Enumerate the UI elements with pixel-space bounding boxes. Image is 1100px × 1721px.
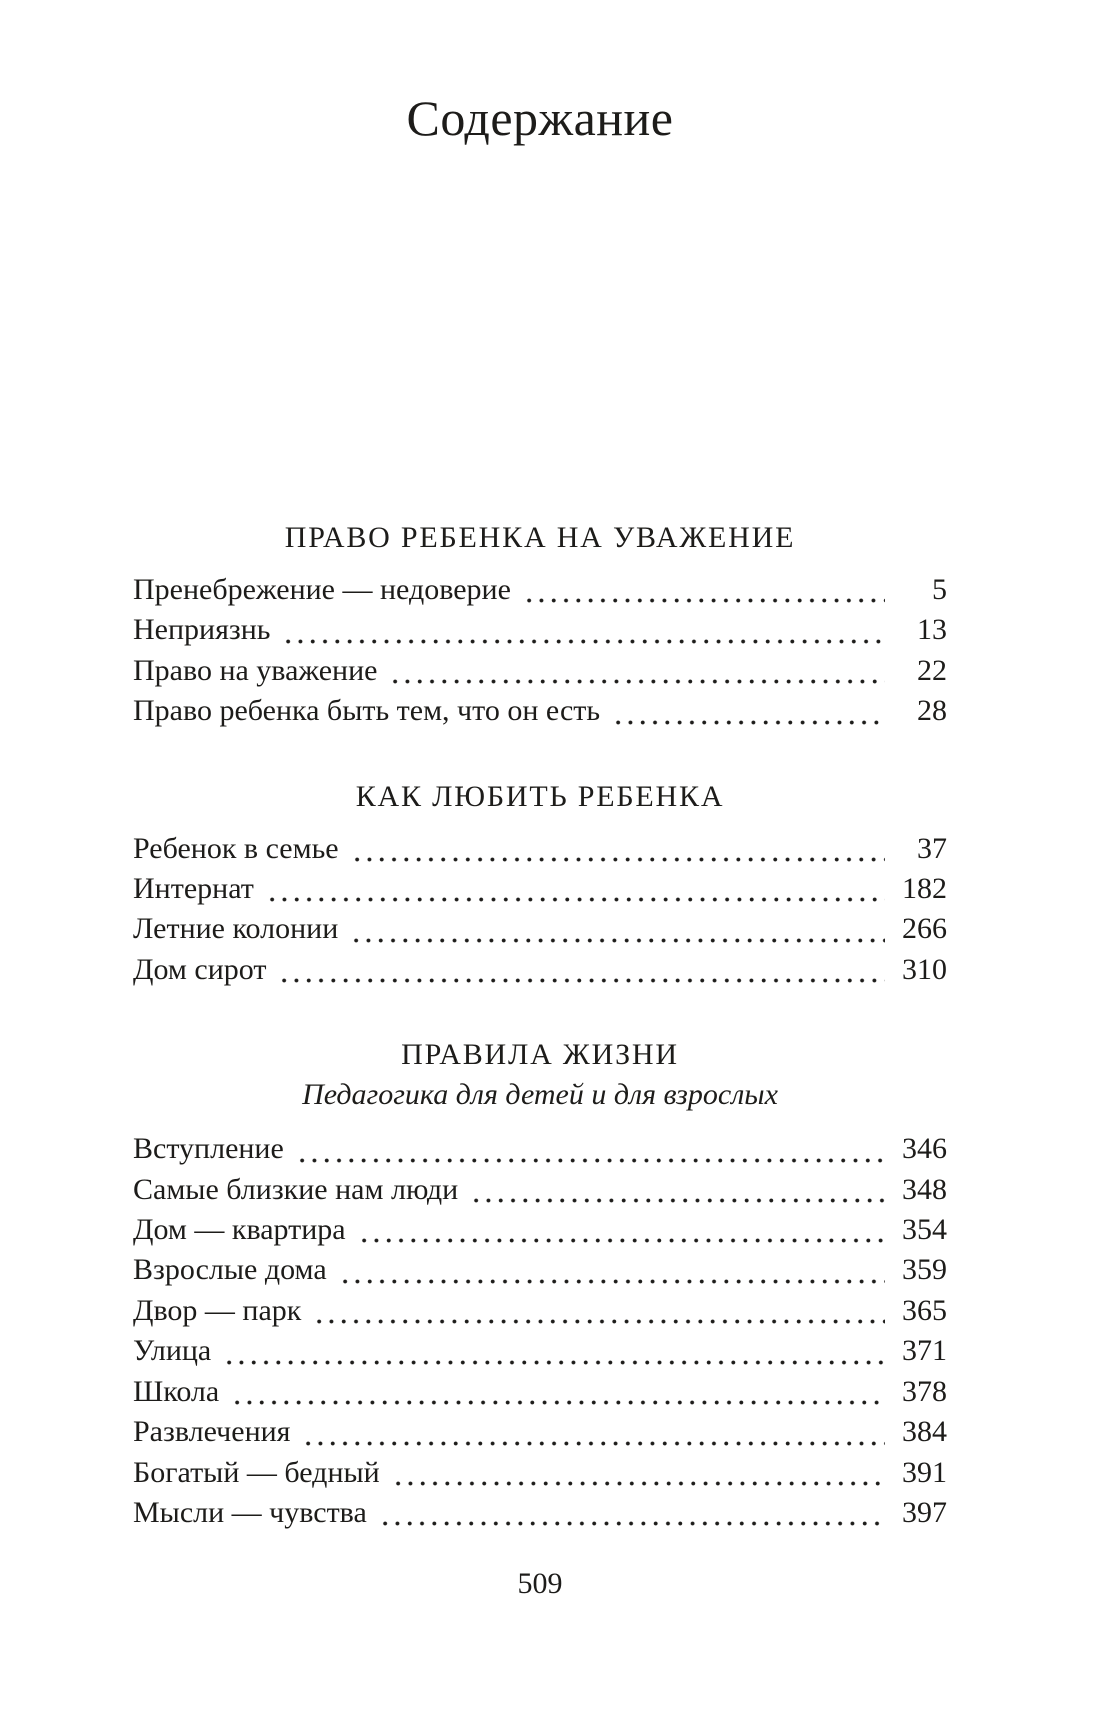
toc-entry: [133, 1493, 947, 1533]
dot-leader: [348, 909, 885, 949]
toc-entry-label: Двор — парк: [133, 1293, 302, 1327]
toc-entry-page: 37: [917, 831, 947, 865]
toc-entry-label: Интернат: [133, 872, 254, 906]
toc-content: [133, 0, 947, 1604]
dot-leader: [276, 950, 885, 990]
section-heading: ПРАВИЛА ЖИЗНИ: [401, 1038, 679, 1072]
section-heading: ПРАВО РЕБЕНКА НА УВАЖЕНИЕ: [284, 521, 796, 554]
toc-entry-label: Летние колонии: [133, 912, 339, 946]
toc-entry-label: Мысли — чувства: [133, 1495, 367, 1529]
dot-leader: [311, 1291, 885, 1331]
toc-entry-label: Улица: [133, 1334, 212, 1368]
section-subtitle: Педагогика для детей и для взрослых: [302, 1078, 778, 1112]
dot-leader: [387, 651, 885, 691]
toc-entry: [133, 1170, 947, 1210]
toc-entry-page: 397: [902, 1495, 947, 1529]
dot-leader: [264, 869, 885, 909]
toc-entry-page: 378: [902, 1374, 947, 1408]
toc-entry: [133, 1250, 947, 1290]
section-heading: КАК ЛЮБИТЬ РЕБЕНКА: [355, 779, 725, 813]
section-entries: [133, 829, 947, 991]
dot-leader: [390, 1453, 885, 1493]
toc-entry-label: Вступление: [133, 1132, 284, 1166]
toc-entry: [133, 610, 947, 650]
toc-entry: [133, 950, 947, 990]
toc-entry-label: Ребенок в семье: [133, 831, 339, 865]
page-number: 509: [517, 1567, 563, 1601]
toc-section: [133, 1035, 947, 1533]
toc-entry-page: 182: [902, 872, 947, 906]
toc-entry-label: Богатый — бедный: [133, 1455, 380, 1489]
toc-entry: [133, 651, 947, 691]
dot-leader: [377, 1493, 885, 1533]
toc-entry-label: Школа: [133, 1374, 220, 1408]
toc-entry-page: 371: [902, 1334, 947, 1368]
toc-entry-page: 310: [902, 952, 947, 986]
section-entries: [133, 1129, 947, 1533]
toc-entry-page: 13: [917, 613, 947, 647]
dot-leader: [229, 1372, 885, 1412]
toc-entry-page: 384: [902, 1415, 947, 1449]
toc-entry: [133, 1331, 947, 1371]
page-title: Содержание: [406, 90, 674, 146]
toc-entry: [133, 1453, 947, 1493]
toc-entry-label: Право на уважение: [133, 653, 378, 687]
dot-leader: [521, 570, 885, 610]
toc-entry-label: Право ребенка быть тем, что он есть: [133, 694, 601, 728]
toc-sections: [133, 518, 947, 1533]
toc-entry: [133, 570, 947, 610]
toc-entry: [133, 1372, 947, 1412]
toc-entry-page: 346: [902, 1132, 947, 1166]
dot-leader: [349, 829, 885, 869]
toc-entry-page: 365: [902, 1293, 947, 1327]
toc-section: [133, 518, 947, 732]
toc-entry: [133, 909, 947, 949]
toc-entry: [133, 829, 947, 869]
toc-entry: [133, 1291, 947, 1331]
toc-entry-label: Самые близкие нам люди: [133, 1172, 459, 1206]
dot-leader: [610, 691, 885, 731]
toc-entry-label: Пренебрежение — недоверие: [133, 573, 511, 606]
toc-entry: [133, 1129, 947, 1169]
section-entries: [133, 570, 947, 732]
toc-entry-label: Неприязнь: [133, 613, 271, 647]
toc-entry-page: 391: [902, 1455, 947, 1489]
toc-entry-page: 28: [917, 694, 947, 728]
toc-entry: [133, 1412, 947, 1452]
toc-entry-page: 359: [902, 1253, 947, 1287]
dot-leader: [300, 1412, 885, 1452]
dot-leader: [468, 1170, 885, 1210]
toc-entry-label: Развлечения: [133, 1415, 291, 1449]
toc-entry-label: Взрослые дома: [133, 1253, 327, 1287]
dot-leader: [280, 610, 885, 650]
toc-entry-label: Дом сирот: [133, 952, 267, 986]
toc-entry-page: 354: [902, 1213, 947, 1247]
toc-entry-page: 266: [902, 912, 947, 946]
toc-entry-label: Дом — квартира: [133, 1213, 346, 1247]
dot-leader: [356, 1210, 885, 1250]
toc-entry-page: 348: [902, 1172, 947, 1206]
dot-leader: [294, 1129, 885, 1169]
toc-entry: [133, 1210, 947, 1250]
toc-entry: [133, 691, 947, 731]
toc-entry: [133, 869, 947, 909]
toc-entry-page: 5: [932, 573, 947, 606]
toc-section: [133, 777, 947, 991]
toc-entry-page: 22: [917, 653, 947, 687]
dot-leader: [337, 1250, 885, 1290]
dot-leader: [221, 1331, 885, 1371]
